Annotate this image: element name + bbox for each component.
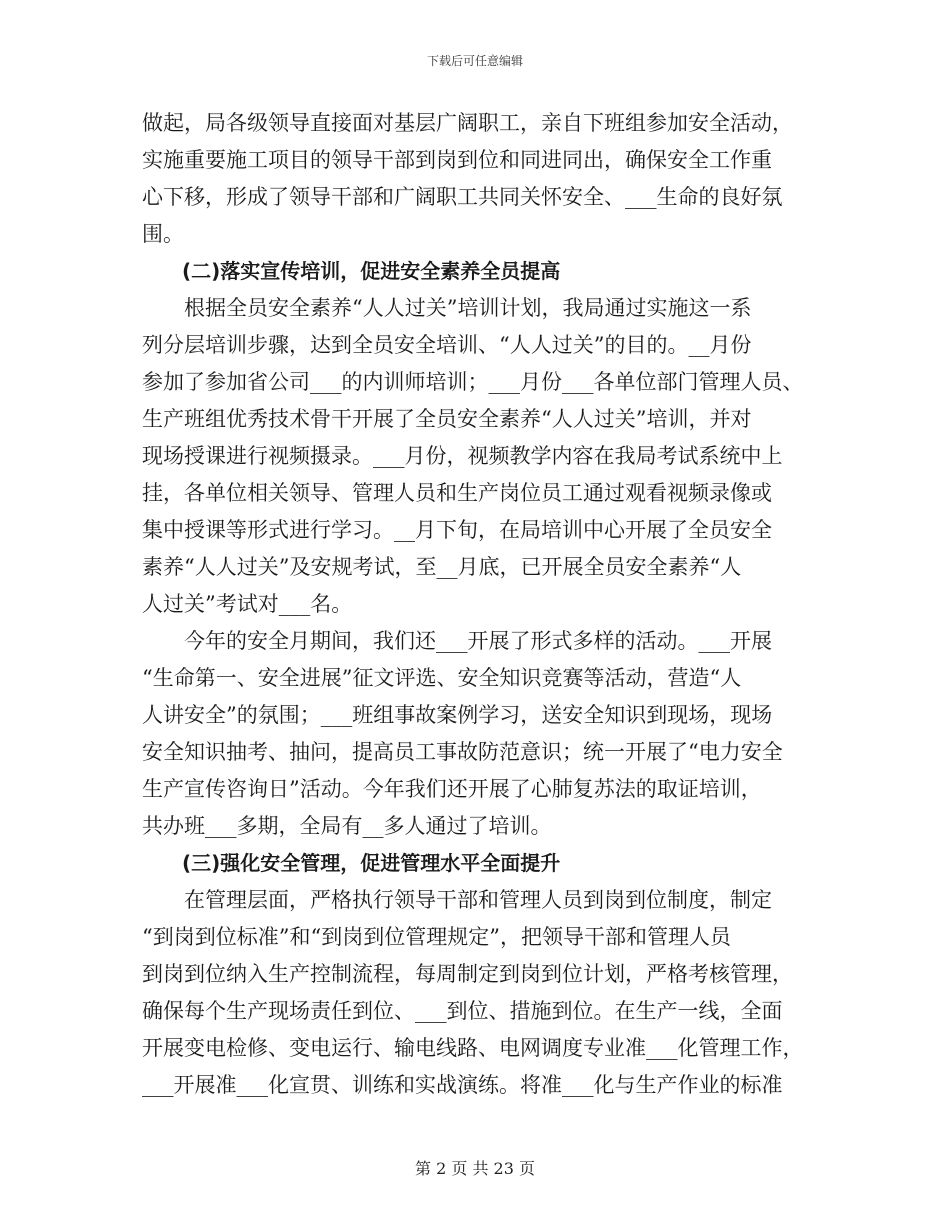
body-line: 围。 <box>142 222 184 246</box>
body-line: 挂，各单位相关领导、管理人员和生产岗位员工通过观看视频录像或 <box>142 481 772 505</box>
body-line: 根据全员安全素养“人人过关”培训计划，我局通过实施这一系 <box>142 296 752 320</box>
body-line: 共办班___多期，全局有__多人通过了培训。 <box>142 814 552 838</box>
body-line: 今年的安全月期间，我们还___开展了形式多样的活动。___开展 <box>142 629 772 653</box>
body-line: 到岗到位纳入生产控制流程，每周制定到岗到位计划，严格考核管理， <box>142 962 793 986</box>
body-line: ___开展准___化宣贯、训练和实战演练。将准___化与生产作业的标准 <box>142 1073 783 1097</box>
body-line: 在管理层面，严格执行领导干部和管理人员到岗到位制度，制定 <box>142 888 772 912</box>
body-line: 做起，局各级领导直接面对基层广阔职工，亲自下班组参加安全活动， <box>142 111 793 135</box>
body-line: 安全知识抽考、抽问，提高员工事故防范意识；统一开展了“电力安全 <box>142 740 783 764</box>
body-line: 参加了参加省公司___的内训师培训；___月份___各单位部门管理人员、 <box>142 370 804 394</box>
body-line: 人过关”考试对___名。 <box>142 592 353 616</box>
body-line: 素养“人人过关”及安规考试，至__月底，已开展全员安全素养“人 <box>142 555 742 579</box>
body-line: 集中授课等形式进行学习。__月下旬，在局培训中心开展了全员安全 <box>142 518 772 542</box>
body-line: 心下移，形成了领导干部和广阔职工共同关怀安全、___生命的良好氛 <box>142 185 783 209</box>
body-line: “到岗到位标准”和“到岗到位管理规定”，把领导干部和管理人员 <box>142 925 731 949</box>
body-line: 实施重要施工项目的领导干部到岗到位和同进同出，确保安全工作重 <box>142 148 772 172</box>
body-line: 人讲安全”的氛围；___班组事故案例学习，送安全知识到现场，现场 <box>142 703 773 727</box>
body-line: 现场授课进行视频摄录。___月份，视频教学内容在我局考试系统中上 <box>142 444 783 468</box>
body-line: 列分层培训步骤，达到全员安全培训、“人人过关”的目的。__月份 <box>142 333 752 357</box>
body-line: 开展变电检修、变电运行、输电线路、电网调度专业准___化管理工作， <box>142 1036 804 1060</box>
page-header: 下载后可任意编辑 <box>426 54 523 68</box>
body-line: 确保每个生产现场责任到位、___到位、措施到位。在生产一线，全面 <box>142 999 783 1023</box>
document-body <box>142 105 810 1104</box>
body-line: “生命第一、安全进展”征文评选、安全知识竞赛等活动，营造“人 <box>142 666 742 690</box>
body-line: 生产班组优秀技术骨干开展了全员安全素养“人人过关”培训，并对 <box>142 407 752 431</box>
body-line: 生产宣传咨询日”活动。今年我们还开展了心肺复苏法的取证培训， <box>142 777 762 801</box>
section-heading-2: (二)落实宣传培训，促进安全素养全员提高 <box>142 259 561 283</box>
page-footer: 第 2 页 共 23 页 <box>415 1159 535 1178</box>
section-heading-3: (三)强化安全管理，促进管理水平全面提升 <box>142 851 561 875</box>
